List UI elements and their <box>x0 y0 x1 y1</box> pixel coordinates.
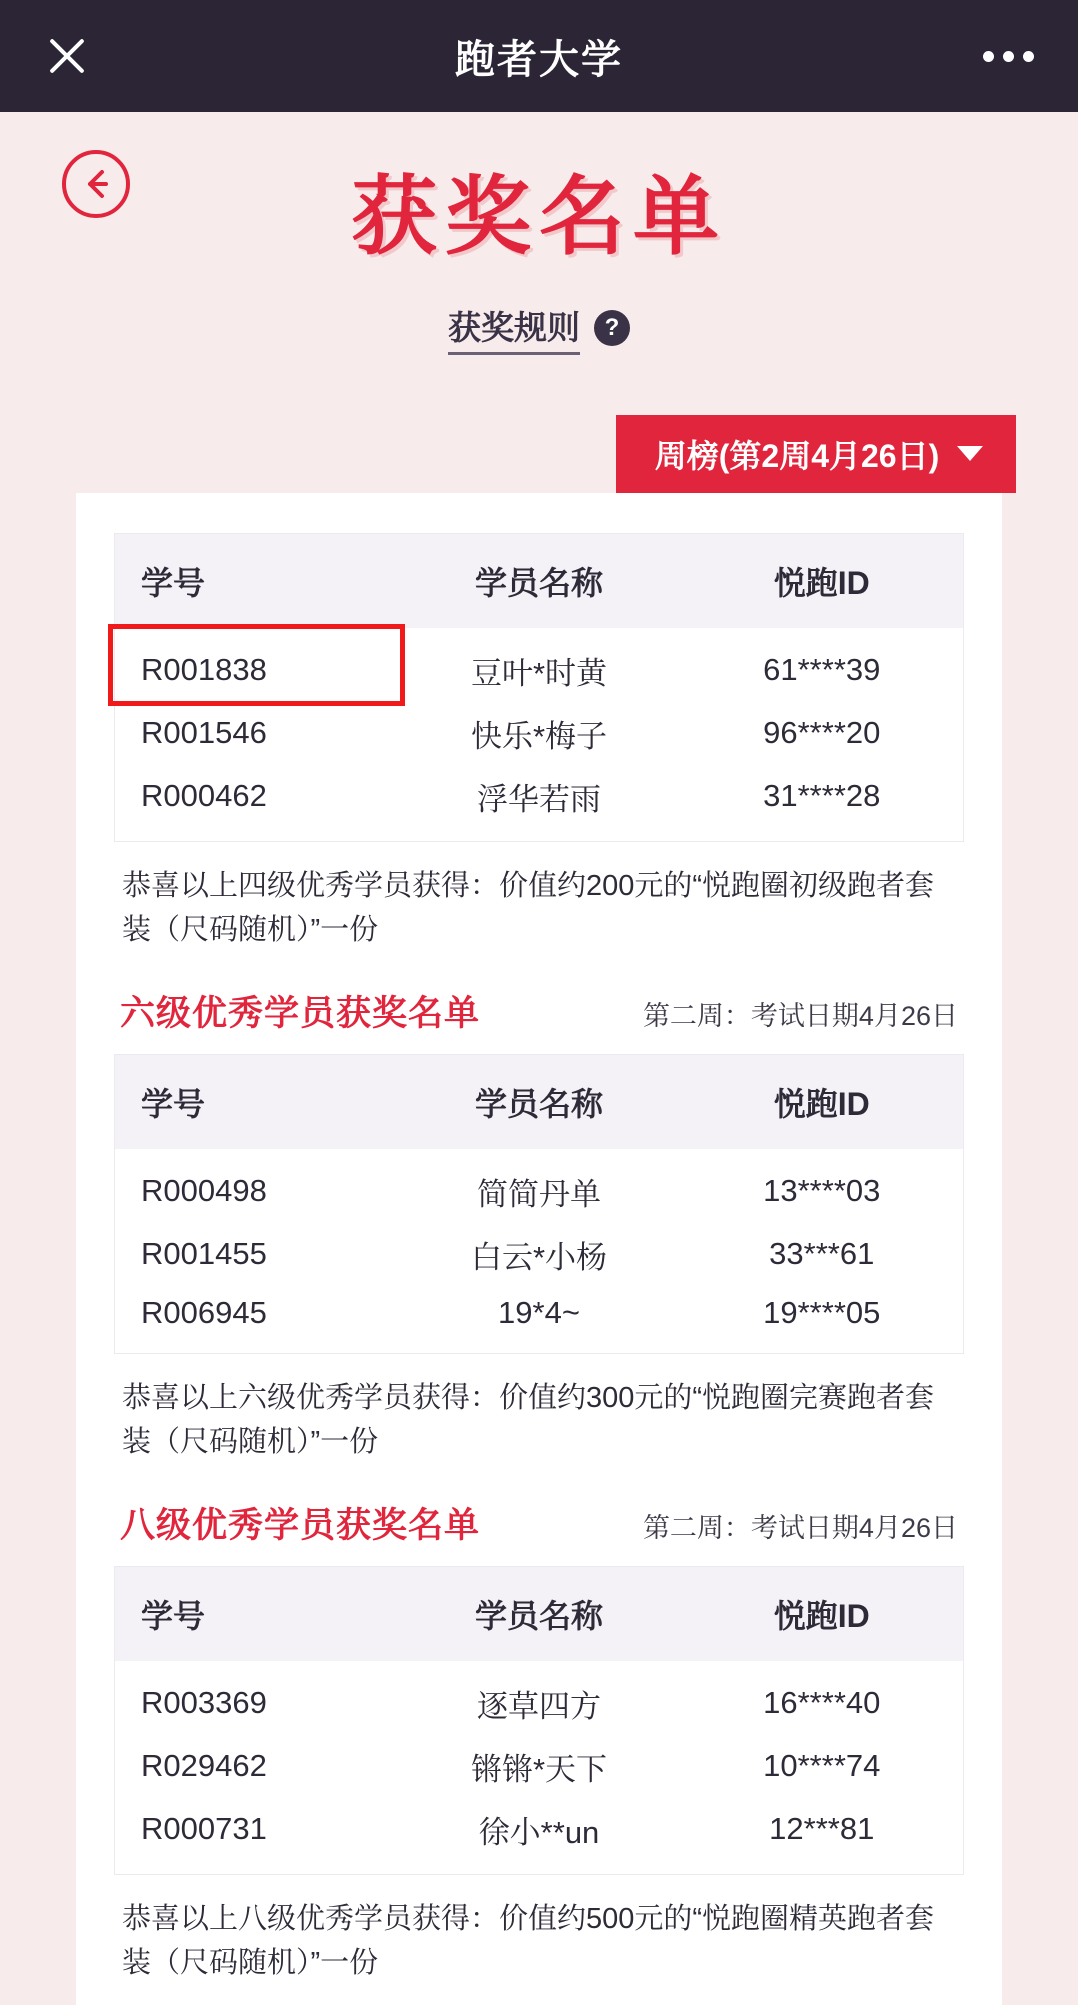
cell-runner-id: 33***61 <box>769 1236 875 1272</box>
cell-runner-id: 16****40 <box>763 1685 881 1721</box>
cell-runner-id: 96****20 <box>763 715 881 750</box>
cell-student-id: R000462 <box>141 778 267 813</box>
page-body <box>0 112 1078 1979</box>
cell-student-id: R001455 <box>141 1236 267 1272</box>
cell-student-id: R001546 <box>141 715 267 750</box>
selection-highlight-box <box>108 624 405 706</box>
table-row <box>115 1735 964 1798</box>
table-row <box>115 1149 964 1223</box>
winners-table <box>114 533 964 842</box>
close-icon[interactable] <box>44 33 90 79</box>
section-level8 <box>114 1498 964 1985</box>
section-title: 六级优秀学员获奖名单 <box>120 993 481 1033</box>
more-options-icon[interactable] <box>983 51 1034 62</box>
header-student-name: 学员名称 <box>398 533 681 628</box>
cell-student-name: 19*4~ <box>498 1294 580 1330</box>
cell-student-id: R006945 <box>141 1294 267 1330</box>
app-navbar <box>0 0 1078 112</box>
cell-student-name: 豆叶*时黄 <box>470 655 608 691</box>
table-row <box>115 1661 964 1735</box>
table-row <box>115 702 964 765</box>
section-level4 <box>114 533 964 952</box>
cell-student-name: 锵锵*天下 <box>470 1751 608 1787</box>
question-mark-icon[interactable]: ? <box>594 310 630 346</box>
header-student-id: 学号 <box>115 1566 398 1661</box>
section-note: 恭喜以上八级优秀学员获得：价值约500元的“悦跑圈精英跑者套装（尺码随机）”一份 <box>122 1902 935 1979</box>
header-student-name: 学员名称 <box>398 1054 681 1149</box>
cell-student-name: 白云*小杨 <box>470 1239 608 1275</box>
table-header-row <box>115 1054 964 1149</box>
cell-student-id: R029462 <box>141 1748 267 1784</box>
section-title: 八级优秀学员获奖名单 <box>120 1505 481 1545</box>
cell-student-name: 徐小**un <box>478 1814 600 1850</box>
week-selector-dropdown[interactable] <box>616 415 1016 493</box>
table-header-row <box>115 533 964 628</box>
cell-runner-id: 10****74 <box>763 1748 881 1784</box>
cell-student-name: 简简丹单 <box>477 1176 601 1212</box>
hero-title: 获奖名单 <box>351 167 727 267</box>
winners-card <box>76 493 1002 2005</box>
section-note: 恭喜以上六级优秀学员获得：价值约300元的“悦跑圈完赛跑者套装（尺码随机）”一份 <box>122 1381 935 1458</box>
table-row <box>115 1798 964 1875</box>
cell-student-name: 快乐*梅子 <box>470 718 608 754</box>
cell-student-name: 浮华若雨 <box>477 781 601 817</box>
chevron-down-icon <box>957 446 983 461</box>
table-header-row <box>115 1566 964 1661</box>
header-runner-id: 悦跑ID <box>681 1566 964 1661</box>
section-note: 恭喜以上四级优秀学员获得：价值约200元的“悦跑圈初级跑者套装（尺码随机）”一份 <box>122 869 935 946</box>
table-row <box>115 628 964 702</box>
section-date: 第二周：考试日期4月26日 <box>642 1000 958 1031</box>
cell-runner-id: 13****03 <box>763 1173 881 1209</box>
page-title: 跑者大学 <box>455 37 623 82</box>
cell-student-id: R001838 <box>115 628 398 702</box>
header-student-id: 学号 <box>115 1054 398 1149</box>
header-student-name: 学员名称 <box>398 1566 681 1661</box>
cell-runner-id: 19****05 <box>763 1294 881 1330</box>
back-arrow-icon[interactable] <box>62 150 130 218</box>
table-row <box>115 1286 964 1354</box>
header-runner-id: 悦跑ID <box>681 1054 964 1149</box>
cell-student-name: 逐草四方 <box>477 1688 601 1724</box>
week-select-row <box>0 415 1078 493</box>
section-header <box>114 1498 964 1548</box>
table-row <box>115 765 964 842</box>
cell-runner-id: 31****28 <box>763 778 881 813</box>
award-rules-link[interactable]: 获奖规则 <box>448 302 580 355</box>
rules-row <box>0 302 1078 355</box>
winners-table <box>114 1054 964 1354</box>
winners-table <box>114 1566 964 1875</box>
header-student-id: 学号 <box>115 533 398 628</box>
cell-student-id: R000498 <box>141 1173 267 1209</box>
header-runner-id: 悦跑ID <box>681 533 964 628</box>
cell-runner-id: 61****39 <box>763 652 881 687</box>
cell-runner-id: 12***81 <box>769 1811 875 1847</box>
cell-student-id: R000731 <box>141 1811 267 1847</box>
table-row <box>115 1223 964 1286</box>
week-selector-label: 周榜(第2周4月26日) <box>654 437 940 474</box>
section-header <box>114 986 964 1036</box>
cell-student-id: R003369 <box>141 1685 267 1721</box>
section-date: 第二周：考试日期4月26日 <box>642 1512 958 1543</box>
section-level6 <box>114 986 964 1464</box>
